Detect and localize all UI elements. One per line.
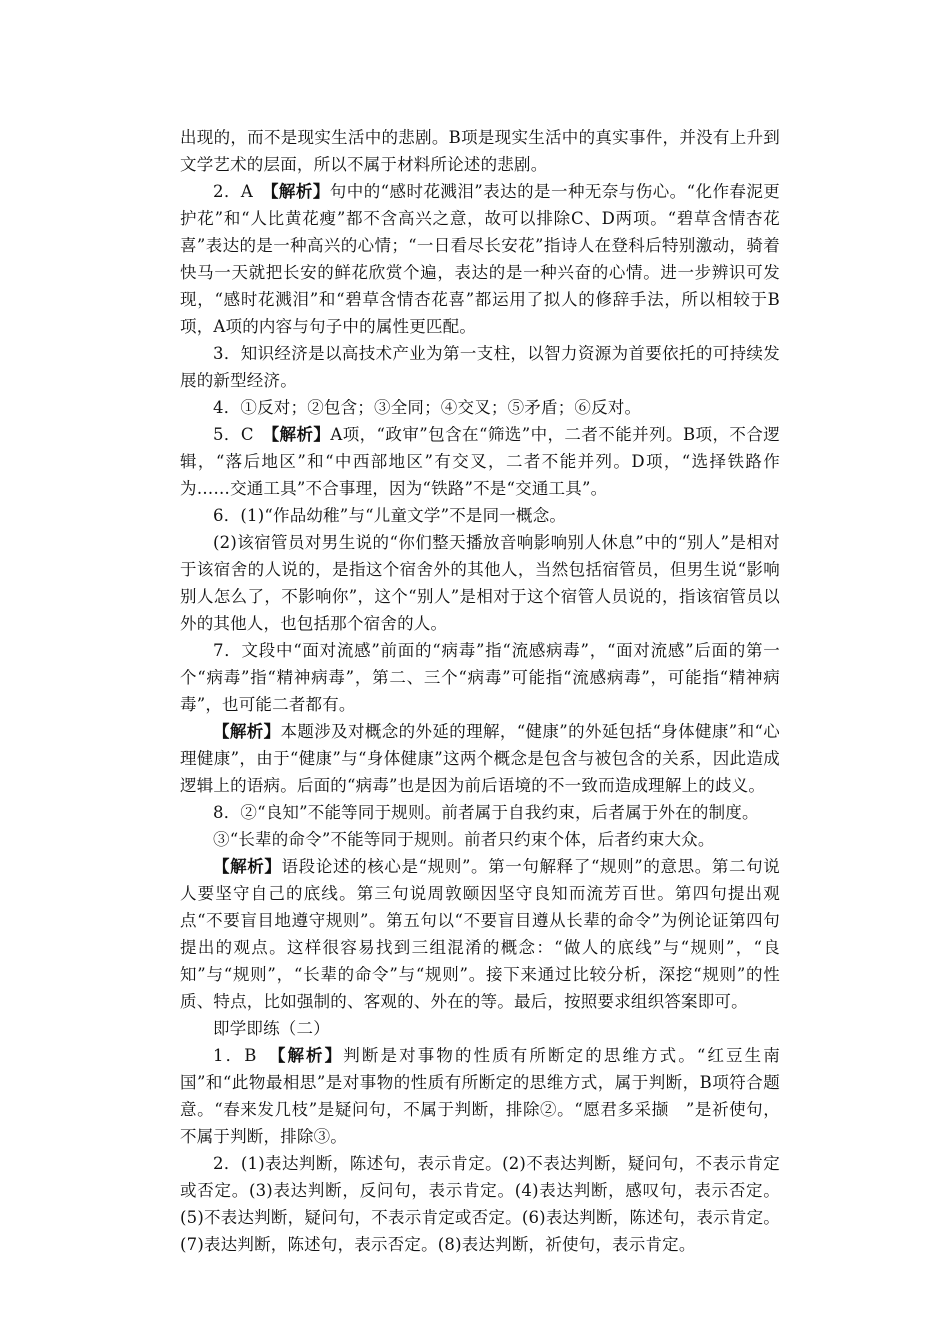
paragraph-text: 3．知识经济是以高技术产业为第一支柱，以智力资源为首要依托的可持续发展的新型经济。	[180, 344, 780, 390]
paragraph-text: 出现的，而不是现实生活中的悲剧。B项是现实生活中的真实事件，并没有上升到文学艺术的层面，所以不属于材料所论述的悲剧。	[180, 128, 780, 174]
paragraph	[180, 340, 780, 394]
paragraph-text: 8．②“良知”不能等同于规则。前者属于自我约束，后者属于外在的制度。	[213, 803, 759, 822]
paragraph-text: 判断是对事物的性质有所断定的思维方式。“红豆生南国”和“此物最相思”是对事物的性质有所断定的思维方式，属于判断，B项符合题意。“春来发几枝”是疑问句，不属于判断，排除②。“愿君多采撷 ”是祈使句，不属于判断，排除③。	[180, 1046, 780, 1146]
paragraph	[180, 421, 780, 502]
paragraph-text: 7．文段中“面对流感”前面的“病毒”指“流感病毒”，“面对流感”后面的第一个“病毒”指“精神病毒”，第二、三个“病毒”可能指“流感病毒”，可能指“精神病毒”，也可能二者都有。	[180, 641, 780, 714]
answer-text-block	[180, 124, 780, 1258]
paragraph-text: (2)该宿管员对男生说的“你们整天播放音响影响别人休息”中的“别人”是相对于该宿舍的人说的，是指这个宿舍外的其他人，当然包括宿管员，但男生说“影响别人怎么了，不影响你”，这个“别人”是相对于这个宿管人员说的，指该宿管员以外的其他人，也包括那个宿舍的人。	[180, 533, 780, 633]
analysis-tag: 【解析】	[213, 722, 281, 741]
paragraph	[180, 826, 780, 853]
paragraph	[180, 637, 780, 718]
paragraph-text: 本题涉及对概念的外延的理解，“健康”的外延包括“身体健康”和“心理健康”，由于“健康”与“身体健康”这两个概念是包含与被包含的关系，因此造成逻辑上的语病。后面的“病毒”也是因为前后语境的不一致而造成理解上的歧义。	[180, 722, 780, 795]
paragraph	[180, 853, 780, 1015]
paragraph-text: 即学即练（二）	[213, 1019, 330, 1038]
paragraph-text: 2．(1)表达判断，陈述句，表示肯定。(2)不表达判断，疑问句，不表示肯定或否定。(3)表达判断，反问句，表示肯定。(4)表达判断，感叹句，表示否定。(5)不表达判断，疑问句，不表示肯定或否定。(6)表达判断，陈述句，表示肯定。(7)表达判断，陈述句，表示否定。(8)表达判断，祈使句，表示肯定。	[180, 1154, 780, 1254]
paragraph-text: 5．C	[213, 425, 271, 444]
analysis-tag: 【解析】	[270, 182, 330, 201]
paragraph-text: A项，“政审”包含在“筛选”中，二者不能并列。B项，不合逻辑，“落后地区”和“中西部地区”有交叉，二者不能并列。D项，“选择铁路作为……交通工具”不合事理，因为“铁路”不是“交通工具”。	[180, 425, 780, 498]
paragraph-text: 语段论述的核心是“规则”。第一句解释了“规则”的意思。第二句说人要坚守自己的底线。第三句说周敦颐因坚守良知而流芳百世。第四句提出观点“不要盲目地遵守规则”。第五句以“不要盲目遵从长辈的命令”为例论证第四句提出的观点。这样很容易找到三组混淆的概念：“做人的底线”与“规则”，“良知”与“规则”，“长辈的命令”与“规则”。接下来通过比较分析，深挖“规则”的性质、特点，比如强制的、客观的、外在的等。最后，按照要求组织答案即可。	[180, 857, 780, 1011]
paragraph	[180, 502, 780, 529]
paragraph	[180, 529, 780, 637]
paragraph-text: ③“长辈的命令”不能等同于规则。前者只约束个体，后者约束大众。	[213, 830, 715, 849]
paragraph-text: 2．A	[213, 182, 271, 201]
analysis-tag: 【解析】	[213, 857, 282, 876]
paragraph	[180, 718, 780, 799]
paragraph	[180, 1150, 780, 1258]
paragraph-text: 4．①反对；②包含；③全同；④交叉；⑤矛盾；⑥反对。	[213, 398, 642, 417]
paragraph	[180, 178, 780, 340]
analysis-tag: 【解析】	[270, 425, 331, 444]
paragraph-text: 句中的“感时花溅泪”表达的是一种无奈与伤心。“化作春泥更护花”和“人比黄花瘦”都不含高兴之意，故可以排除C、D两项。“碧草含情杏花喜”表达的是一种高兴的心情；“一日看尽长安花”指诗人在登科后特别激动，骑着快马一天就把长安的鲜花欣赏个遍，表达的是一种兴奋的心情。进一步辨识可发现，“感时花溅泪”和“碧草含情杏花喜”都运用了拟人的修辞手法，所以相较于B项，A项的内容与句子中的属性更匹配。	[180, 182, 781, 336]
paragraph	[180, 394, 780, 421]
paragraph-text: 6．(1)“作品幼稚”与“儿童文学”不是同一概念。	[213, 506, 567, 525]
analysis-tag: 【解析】	[277, 1046, 344, 1065]
paragraph	[180, 1015, 780, 1042]
paragraph	[180, 124, 780, 178]
paragraph-text: 1．B	[213, 1046, 278, 1065]
paragraph	[180, 1042, 780, 1150]
paragraph	[180, 799, 780, 826]
